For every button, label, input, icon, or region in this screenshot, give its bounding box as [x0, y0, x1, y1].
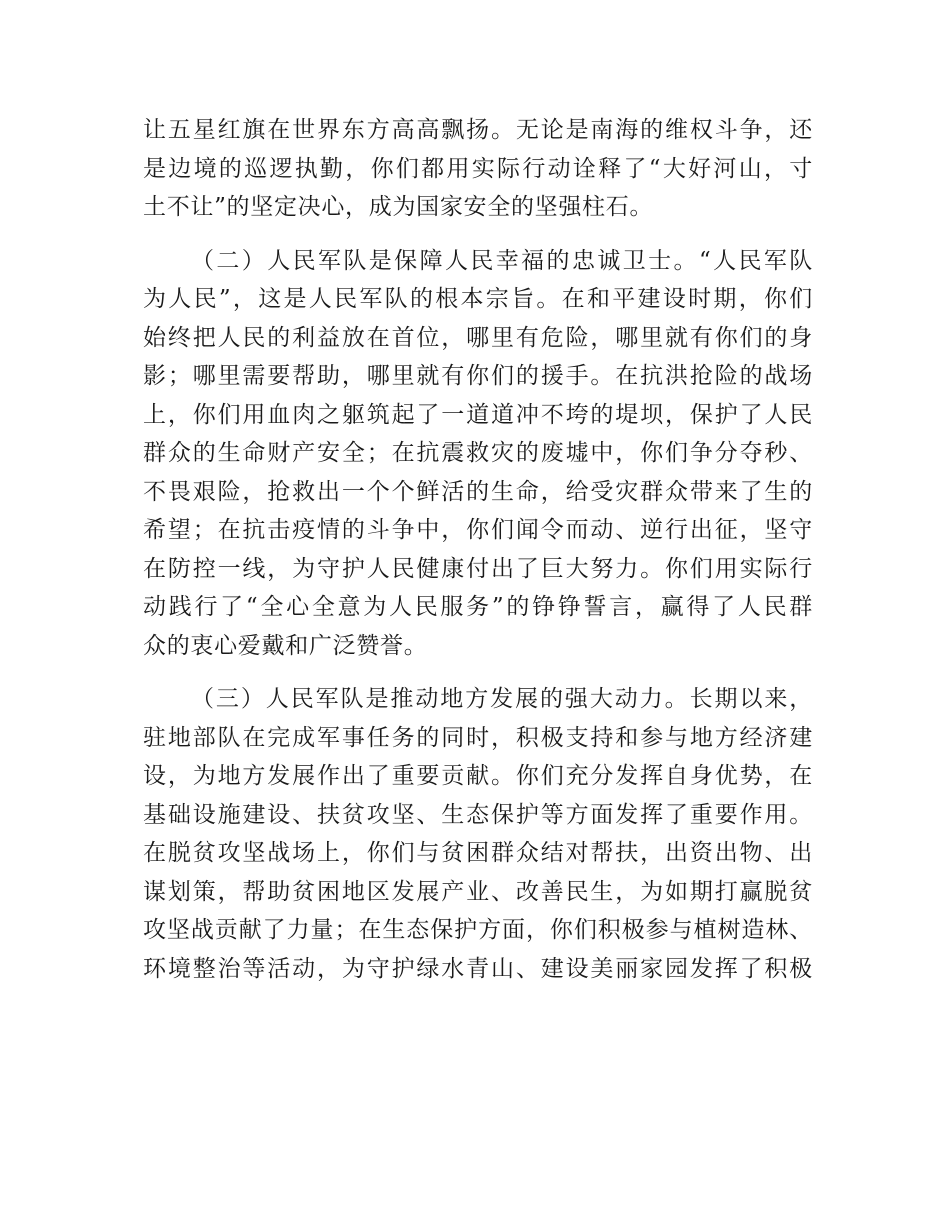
text-line: 始终把人民的利益放在首位，哪里有危险，哪里就有你们的身	[143, 324, 813, 351]
text-line: 谋划策，帮助贫困地区发展产业、改善民生，为如期打赢脱贫	[143, 878, 813, 905]
text-line: 上，你们用血肉之躯筑起了一道道冲不垮的堤坝，保护了人民	[143, 401, 813, 428]
text-line: （二）人民军队是保障人民幸福的忠诚卫士。“人民军队	[191, 247, 813, 274]
text-line: 众的衷心爱戴和广泛赞誉。	[143, 632, 428, 659]
text-line: 在脱贫攻坚战场上，你们与贫困群众结对帮扶，出资出物、出	[143, 840, 813, 866]
text-line: 群众的生命财产安全；在抗震救灾的废墟中，你们争分夺秒、	[143, 440, 813, 466]
paragraph-national-security-continued	[143, 111, 813, 227]
text-line: 攻坚战贡献了力量；在生态保护方面，你们积极参与植树造林、	[143, 917, 813, 943]
document-body	[143, 111, 813, 988]
text-line: 在防控一线，为守护人民健康付出了巨大努力。你们用实际行	[143, 555, 813, 582]
paragraph-local-development	[143, 680, 813, 988]
text-line: （三）人民军队是推动地方发展的强大动力。长期以来，	[191, 686, 813, 712]
text-line: 希望；在抗击疫情的斗争中，你们闻令而动、逆行出征，坚守	[143, 517, 813, 543]
text-line: 让五星红旗在世界东方高高飘扬。无论是南海的维权斗争，还	[143, 117, 813, 143]
text-line: 驻地部队在完成军事任务的同时，积极支持和参与地方经济建	[143, 724, 813, 751]
text-line: 为人民”，这是人民军队的根本宗旨。在和平建设时期，你们	[143, 286, 813, 312]
text-line: 不畏艰险，抢救出一个个鲜活的生命，给受灾群众带来了生的	[143, 478, 813, 505]
text-line: 设，为地方发展作出了重要贡献。你们充分发挥自身优势，在	[143, 763, 813, 789]
text-line: 影；哪里需要帮助，哪里就有你们的援手。在抗洪抢险的战场	[143, 363, 813, 389]
text-line: 动践行了“全心全意为人民服务”的铮铮誓言，赢得了人民群	[143, 594, 813, 620]
text-line: 环境整治等活动，为守护绿水青山、建设美丽家园发挥了积极	[143, 955, 813, 982]
text-line: 是边境的巡逻执勤，你们都用实际行动诠释了“大好河山，寸	[143, 155, 813, 182]
text-line: 土不让”的坚定决心，成为国家安全的坚强柱石。	[143, 194, 654, 220]
paragraph-people-happiness	[143, 242, 813, 666]
text-line: 基础设施建设、扶贫攻坚、生态保护等方面发挥了重要作用。	[143, 801, 813, 828]
